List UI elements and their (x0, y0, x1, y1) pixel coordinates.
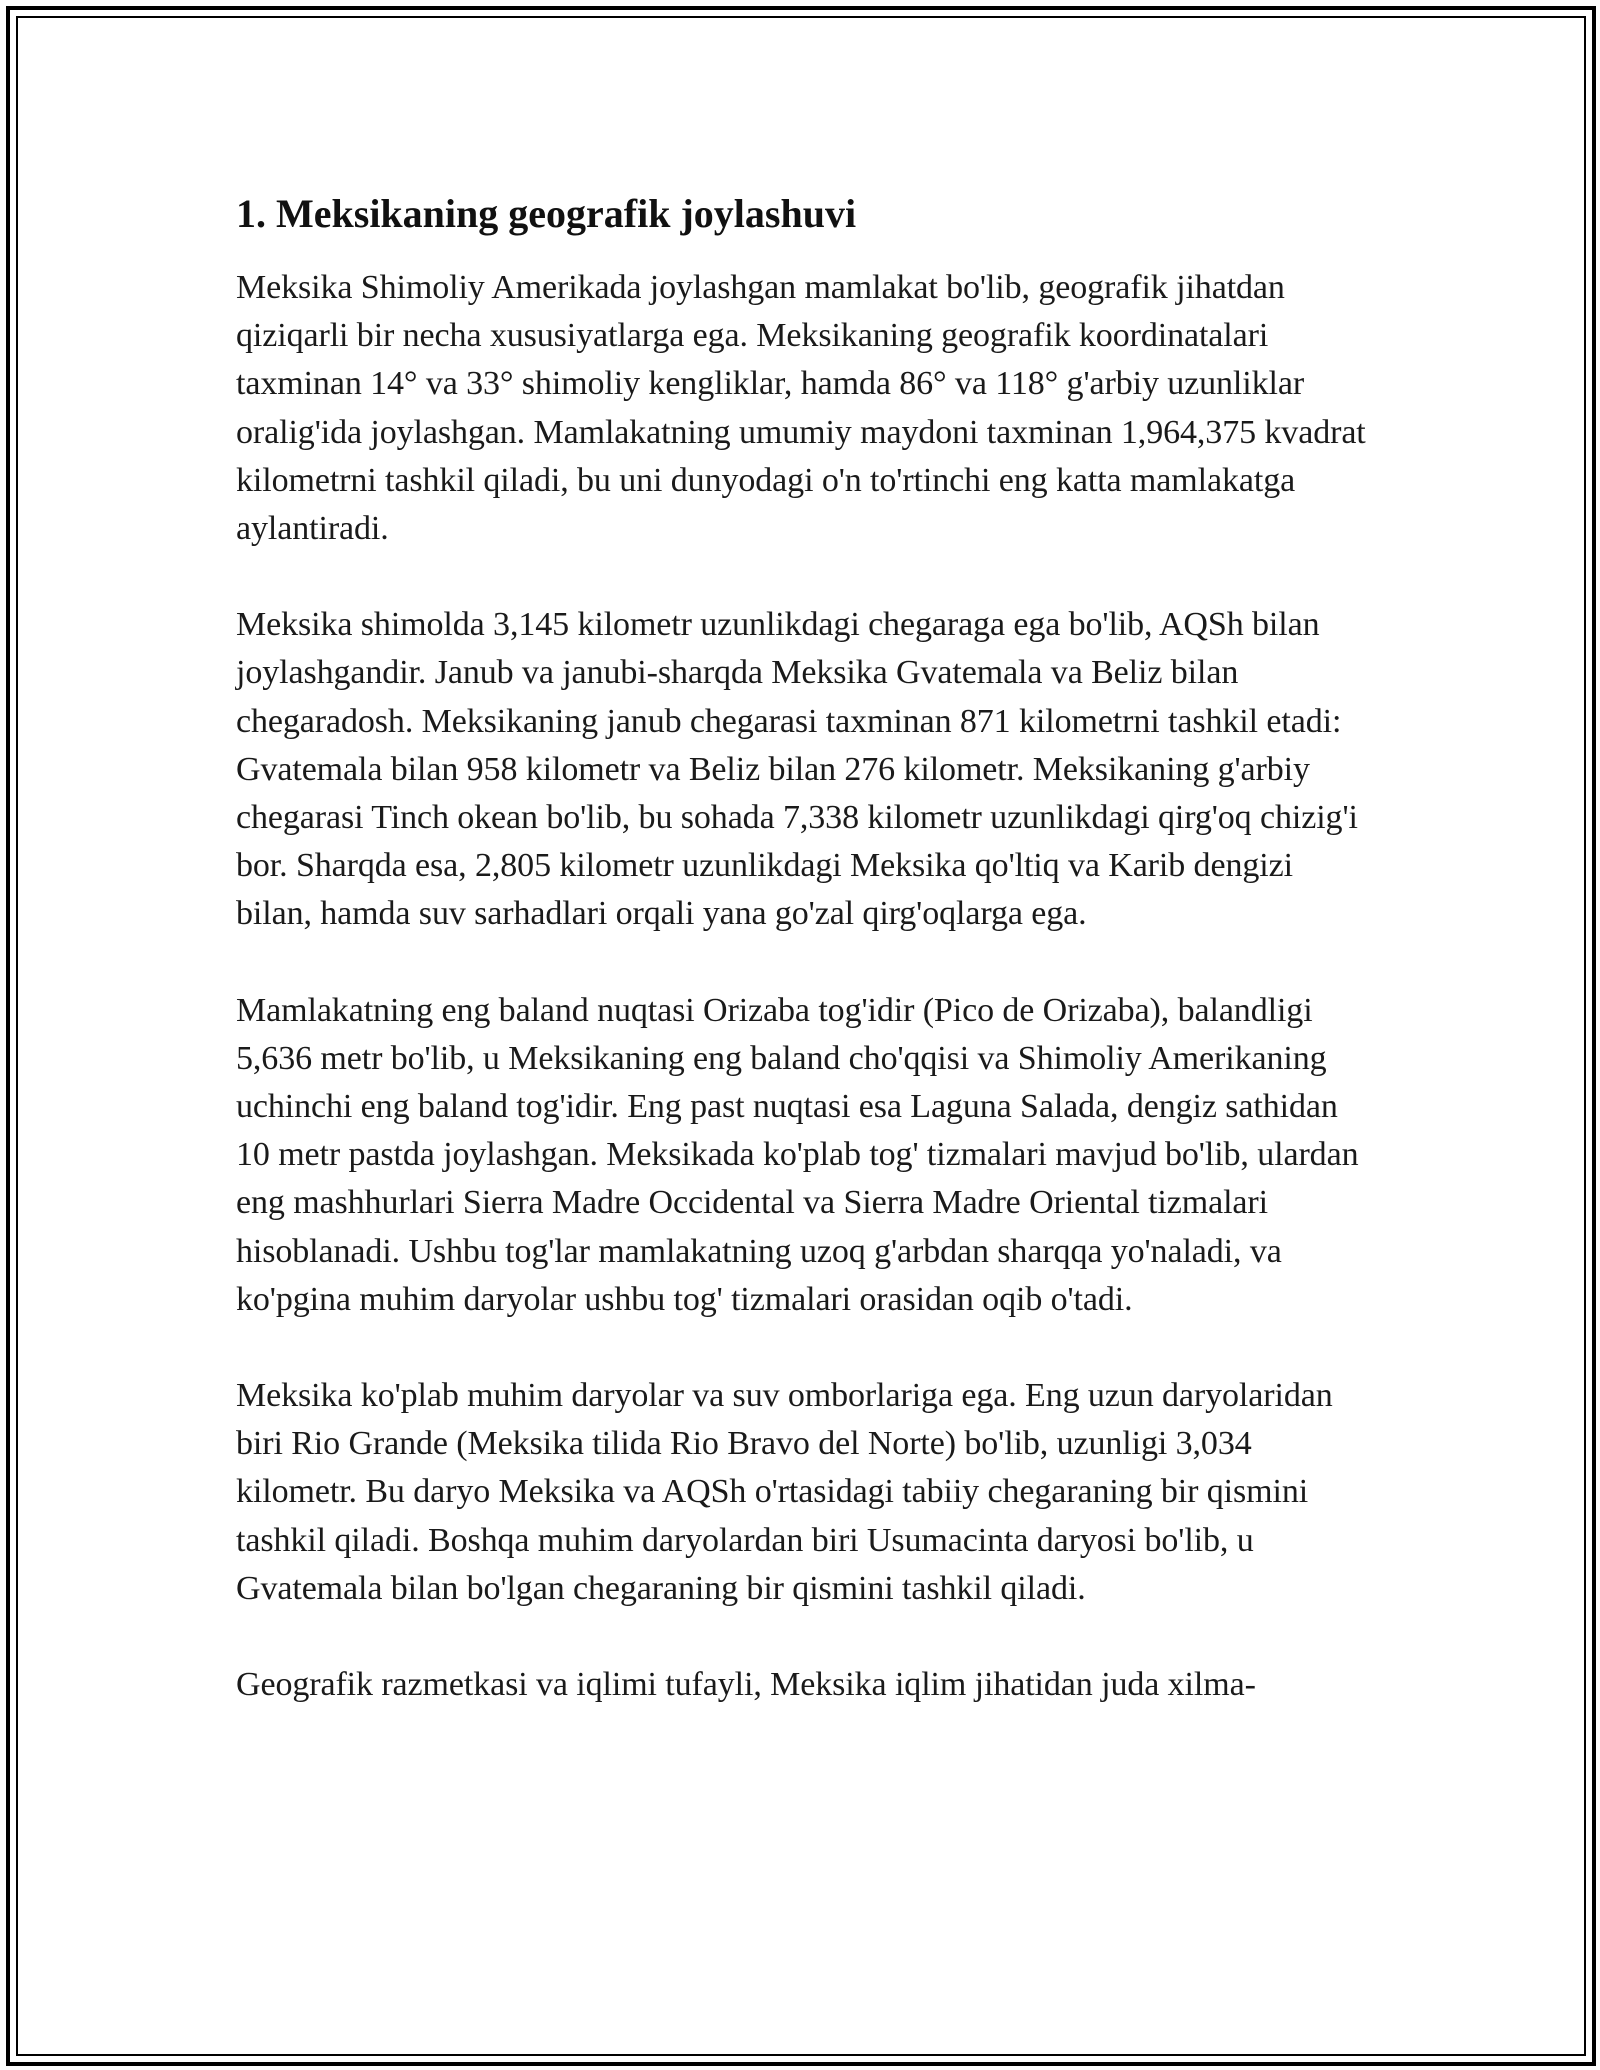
paragraph-coordinates: Meksika Shimoliy Amerikada joylashgan mamlakat bo'lib, geografik jihatdan qiziqarli bir necha xususiyatlarga ega. Meksikaning geografik koordinatalari taxminan 14° va 33° shimoliy kengliklar, hamda 86° va 118° g'arbiy uzunliklar oralig'ida joylashgan. Mamlakatning umumiy maydoni taxminan 1,964,375 kvadrat kilometrni tashkil qiladi, bu uni dunyodagi o'n to'rtinchi eng katta mamlakatga aylantiradi. (236, 269, 1366, 548)
document-body (236, 186, 1366, 1709)
paragraph-rivers: Meksika ko'plab muhim daryolar va suv omborlariga ega. Eng uzun daryolaridan biri Rio Grande (Meksika tilida Rio Bravo del Norte) bo'lib, uzunligi 3,034 kilometr. Bu daryo Meksika va AQSh o'rtasidagi tabiiy chegaraning bir qismini tashkil qiladi. Boshqa muhim daryolardan biri Usumacinta daryosi bo'lib, u Gvatemala bilan bo'lgan chegaraning bir qismini tashkil qiladi. (236, 1377, 1333, 1607)
section-heading: 1. Meksikaning geografik joylashuvi (236, 191, 857, 236)
paragraph-mountains: Mamlakatning eng baland nuqtasi Orizaba tog'idir (Pico de Orizaba), balandligi 5,636 metr bo'lib, u Meksikaning eng baland cho'qqisi va Shimoliy Amerikaning uchinchi eng baland tog'idir. Eng past nuqtasi esa Laguna Salada, dengiz sathidan 10 metr pastda joylashgan. Meksikada ko'plab tog' tizmalari mavjud bo'lib, ulardan eng mashhurlari Sierra Madre Occidental va Sierra Madre Oriental tizmalari hisoblanadi. Ushbu tog'lar mamlakatning uzoq g'arbdan sharqqa yo'naladi, va ko'pgina muhim daryolar ushbu tog' tizmalari orasidan oqib o'tadi. (236, 991, 1359, 1318)
paragraph-borders: Meksika shimolda 3,145 kilometr uzunlikdagi chegaraga ega bo'lib, AQSh bilan joylashgandir. Janub va janubi-sharqda Meksika Gvatemala va Beliz bilan chegaradosh. Meksikaning janub chegarasi taxminan 871 kilometrni tashkil etadi: Gvatemala bilan 958 kilometr va Beliz bilan 276 kilometr. Meksikaning g'arbiy chegarasi Tinch okean bo'lib, bu sohada 7,338 kilometr uzunlikdagi qirg'oq chizig'i bor. Sharqda esa, 2,805 kilometr uzunlikdagi Meksika qo'ltiq va Karib dengizi bilan, hamda suv sarhadlari orqali yana go'zal qirg'oqlarga ega. (236, 606, 1358, 933)
paragraph-climate: Geografik razmetkasi va iqlimi tufayli, Meksika iqlim jihatidan juda xilma- (236, 1666, 1256, 1704)
